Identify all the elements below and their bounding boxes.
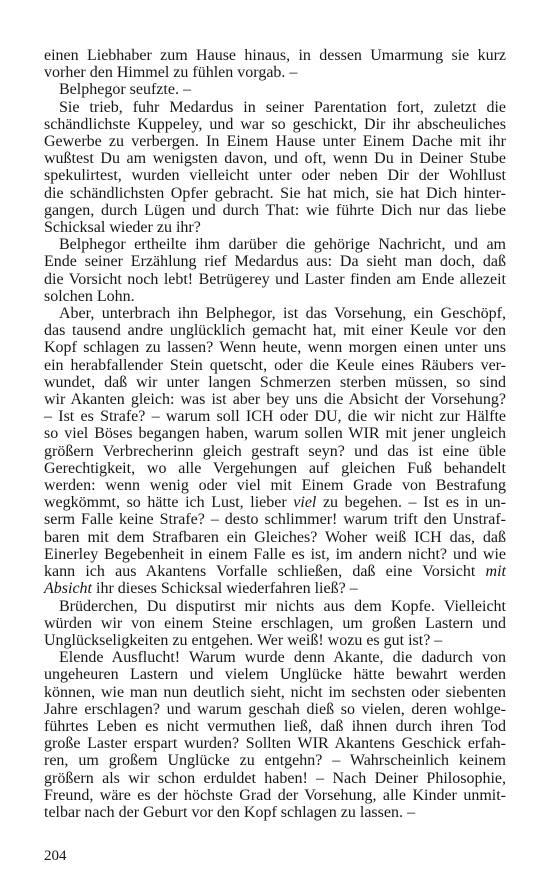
text-line: können, wie man nun deutlich sieht, nicht im sechsten oder siebenten — [44, 683, 506, 701]
text-line: einen Liebhaber zum Hause hinaus, in dessen Umarmung sie kurz — [44, 47, 506, 64]
text-line: serm Falle keine Strafe? – desto schlimmer! warum trift den Unstraf- — [44, 511, 506, 529]
text-line: wir Akanten gleich: was ist aber bey uns die Absicht der Vorsehung? — [44, 391, 506, 409]
text-line: Kopf schlagen zu lassen? Wenn heute, wenn morgen einen unter uns — [44, 339, 506, 357]
paragraph — [44, 598, 506, 650]
text-line: größern Verbrecherinn gleich gestraft seyn? und das ist eine üble — [44, 442, 506, 460]
text-line: Elende Ausflucht! Warum wurde denn Akante, die dadurch von — [59, 649, 506, 667]
text-segment: ihr dieses Schicksal wiederfahren ließ? – — [92, 580, 358, 598]
text-line — [44, 494, 506, 511]
emphasized-word: mit — [485, 563, 506, 581]
text-line: Ende seiner Erzählung rief Medardus aus: Da sieht man doch, daß — [44, 253, 506, 271]
text-line: schändlichste Kuppeley, und war so geschickt, Dir ihr abscheuliches — [44, 115, 506, 133]
text-line: Sie trieb, fuhr Medardus in seiner Parentation fort, zuletzt die — [59, 98, 506, 116]
text-line: wundet, daß wir unter langen Schmerzen sterben müssen, so sind — [44, 373, 506, 391]
emphasized-word: viel — [293, 494, 317, 512]
text-line: ein herabfallender Stein quetscht, oder die Keule eines Räubers ver- — [44, 356, 506, 374]
text-line: große Laster erspart wurden? Sollten WIR Akantens Geschick erfah- — [44, 735, 506, 753]
text-line: führtes Leben es nicht vermuthen ließ, daß ihnen durch ihren Tod — [44, 717, 506, 735]
paragraph — [44, 236, 506, 305]
text-line: Schicksal wieder zu ihr? — [44, 219, 201, 237]
text-line: telbar nach der Geburt vor den Kopf schlagen zu lassen. – — [44, 803, 415, 821]
text-line: ungeheuren Lastern und vielem Unglücke hätte bewahrt werden — [44, 666, 506, 684]
text-line: Einerley Begebenheit in einem Falle es ist, im andern nicht? und wie — [44, 545, 506, 563]
text-segment: wegkömmt, so hätte ich Lust, lieber — [44, 494, 294, 512]
text-line: Belphegor ertheilte ihm darüber die gehörige Nachricht, und am — [59, 236, 506, 254]
text-line — [44, 580, 506, 597]
text-line: Brüderchen, Du disputirst mir nichts aus dem Kopfe. Vielleicht — [59, 597, 506, 615]
text-line: größern als wir schon erduldet haben! – Nach Deiner Philosophie, — [44, 769, 506, 787]
text-line: Jahre erschlagen? und warum geschah dieß so vielen, deren wohlge- — [44, 700, 506, 718]
text-line: Unglückseligkeiten zu entgehen. Wer weiß! wozu es gut ist? – — [44, 631, 443, 649]
text-line: das tausend andre unglücklich gemacht hat, mit einer Keule vor den — [44, 322, 506, 340]
text-line: solchen Lohn. — [44, 287, 135, 305]
text-line: Gerechtigkeit, wo alle Vergehungen auf gleichen Fuß behandelt — [44, 459, 506, 477]
text-line: vorher den Himmel zu fühlen vorgab. – — [44, 64, 298, 82]
text-segment: kann ich aus Akantens Vorfalle schließen, daß eine Vorsicht — [44, 563, 486, 581]
text-segment: zu begehen. – Ist es in un- — [316, 494, 506, 512]
body-text — [44, 47, 506, 821]
text-line: gangen, durch Lügen und durch That: wie führte Dich nur das liebe — [44, 201, 506, 219]
text-line: baren mit dem Strafbaren ein Gleiches? Woher weiß ICH das, daß — [44, 528, 506, 546]
text-line: so viel Böses begangen haben, warum sollen WIR mit jener ungleich — [44, 425, 506, 443]
paragraph — [44, 649, 506, 821]
text-line: die Vorsicht noch lebt! Betrügerey und Laster finden am Ende allezeit — [44, 270, 506, 288]
emphasized-word: Absicht — [44, 580, 92, 598]
paragraph — [44, 99, 506, 237]
text-line: Aber, unterbrach ihn Belphegor, ist das Vorsehung, ein Geschöpf, — [59, 305, 506, 323]
text-line: werden: wenn wenig oder viel mit Einem Grade von Bestrafung — [44, 477, 506, 495]
text-line — [44, 563, 506, 580]
paragraph — [44, 47, 506, 81]
text-line: würden wir von einem Steine erschlagen, um großen Lastern und — [44, 614, 506, 632]
text-line: Belphegor seufzte. – — [59, 81, 191, 99]
paragraph — [44, 81, 506, 98]
text-line: die schändlichsten Opfer gebracht. Sie hat mich, sie hat Dich hinter- — [44, 184, 506, 202]
text-line: Gewerbe zu verbergen. In Einem Hause unter Einem Dache mit ihr — [44, 133, 506, 151]
paragraph — [44, 305, 506, 597]
page-number: 204 — [44, 848, 67, 864]
text-line: ren, um großem Unglücke zu entgehn? – Wahrscheinlich keinem — [44, 752, 506, 770]
text-line: spekulirtest, wurden vielleicht unter oder neben Dir der Wohllust — [44, 167, 506, 185]
text-line: wußtest Du am wenigsten davon, und oft, wenn Du in Deiner Stube — [44, 150, 506, 168]
text-line: Freund, wäre es der höchste Grad der Vorsehung, alle Kinder unmit- — [44, 786, 506, 804]
text-line: – Ist es Strafe? – warum soll ICH oder DU, die wir nicht zur Hälfte — [44, 408, 506, 426]
